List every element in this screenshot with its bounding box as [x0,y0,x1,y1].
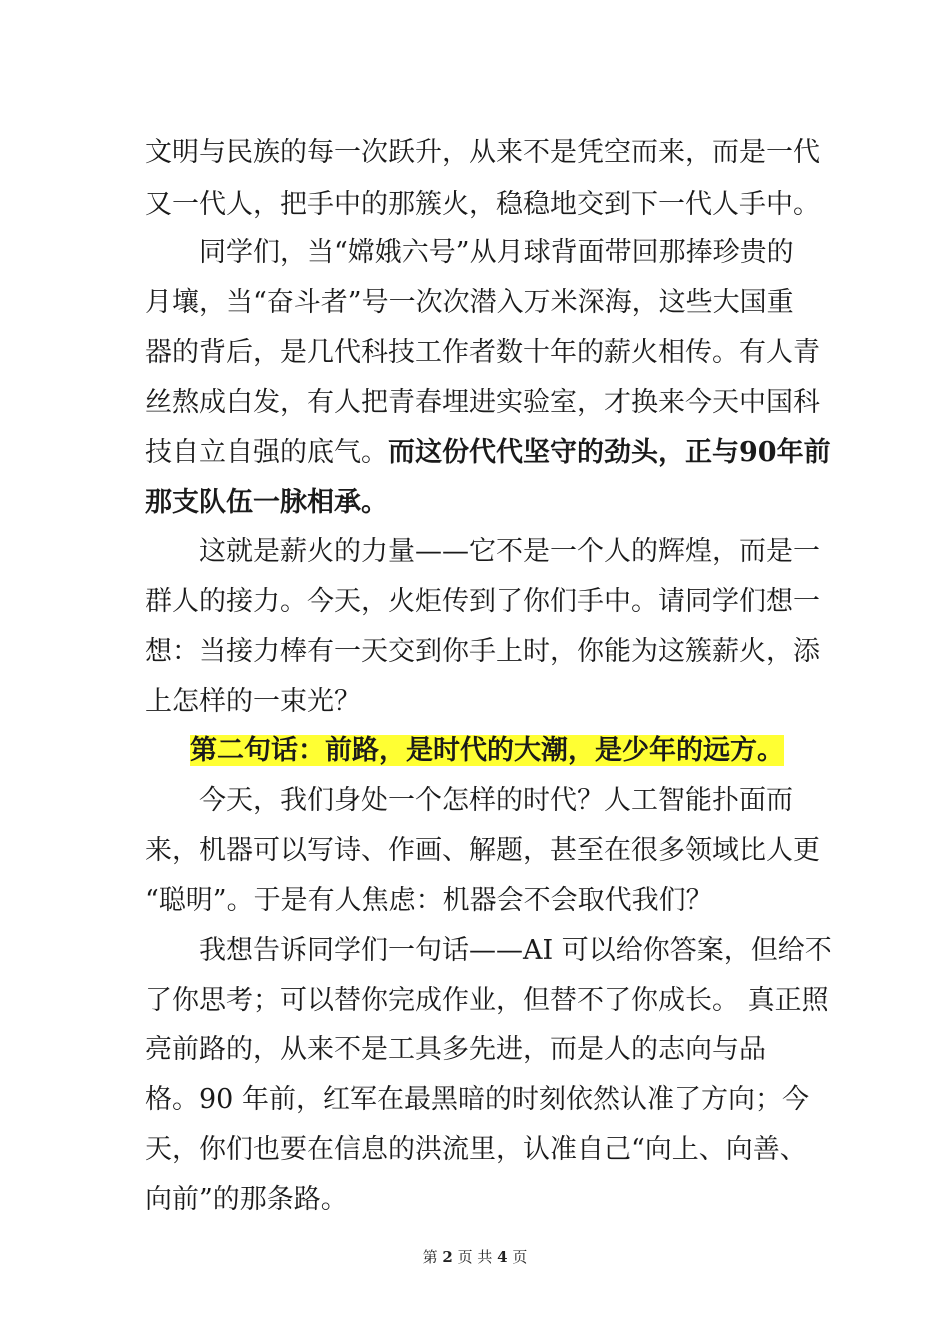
paragraph-line [0,982,950,1020]
paragraph-line [0,1131,950,1169]
total-page-count: 4 [497,1248,508,1266]
paragraph-line [0,1081,950,1119]
text-run: 想：当接力棒有一天交到你手上时，你能为这簇薪火，添 [145,636,820,667]
paragraph-line [0,782,950,820]
text-run: 月壤，当“奋斗者”号一次次潜入万米深海，这些大国重 [145,287,794,318]
text-run: 亮前路的，从来不是工具多先进，而是人的志向与品 [145,1034,766,1065]
paragraph-line [0,882,950,920]
footer-prefix: 第 [422,1248,438,1266]
text-run: “聪明”。于是有人焦虑：机器会不会取代我们？ [145,885,713,916]
text-run: 了你思考；可以替你完成作业，但替不了你成长。 真正照 [145,985,829,1016]
text-run: 来，机器可以写诗、作画、解题，甚至在很多领域比人更 [145,835,820,866]
paragraph-line [0,932,950,970]
text-run: 天，你们也要在信息的洪流里，认准自己“向上、向善、 [145,1134,807,1165]
bold-text: 那支队伍一脉相承。 [145,487,388,518]
text-run: 器的背后，是几代科技工作者数十年的薪火相传。有人青 [145,337,820,368]
text-run: 同学们，当“嫦娥六号”从月球背面带回那捧珍贵的 [199,237,794,268]
text-run: 群人的接力。今天，火炬传到了你们手中。请同学们想一 [145,586,820,617]
paragraph-line [0,1181,950,1219]
paragraph-line [0,633,950,671]
paragraph-line [0,683,950,721]
text-run: 格。90 年前，红军在最黑暗的时刻依然认准了方向；今 [145,1084,809,1115]
paragraph-line [0,484,950,522]
page-footer [0,1246,950,1267]
paragraph-line [0,434,950,472]
footer-middle: 页 共 [457,1248,493,1266]
highlighted-heading: 第二句话：前路，是时代的大潮，是少年的远方。 [190,735,784,766]
current-page-number: 2 [442,1248,453,1266]
text-run: 上怎样的一束光？ [145,686,361,717]
paragraph-line [0,832,950,870]
text-run: 这就是薪火的力量——它不是一个人的辉煌，而是一 [199,536,820,567]
text-run: 丝熬成白发，有人把青春埋进实验室，才换来今天中国科 [145,387,820,418]
text-run: 又一代人，把手中的那簇火，稳稳地交到下一代人手中。 [145,189,820,220]
paragraph-line [0,234,950,272]
text-run: 文明与民族的每一次跃升，从来不是凭空而来，而是一代 [145,137,820,168]
text-run: 今天，我们身处一个怎样的时代？人工智能扑面而 [199,785,793,816]
footer-suffix: 页 [512,1248,528,1266]
bold-text: 而这份代代坚守的劲头，正与90年前 [388,437,831,468]
text-run: 向前”的那条路。 [145,1184,348,1215]
paragraph-line [0,1031,950,1069]
section-heading [0,732,950,770]
paragraph-line [0,533,950,571]
paragraph-line [0,583,950,621]
paragraph-line [0,134,950,172]
paragraph-line [0,334,950,372]
paragraph-line [0,384,950,422]
paragraph-line [0,284,950,322]
text-run: 我想告诉同学们一句话——AI 可以给你答案，但给不 [199,935,832,966]
text-run: 技自立自强的底气。 [145,437,388,468]
paragraph-line [0,186,950,224]
